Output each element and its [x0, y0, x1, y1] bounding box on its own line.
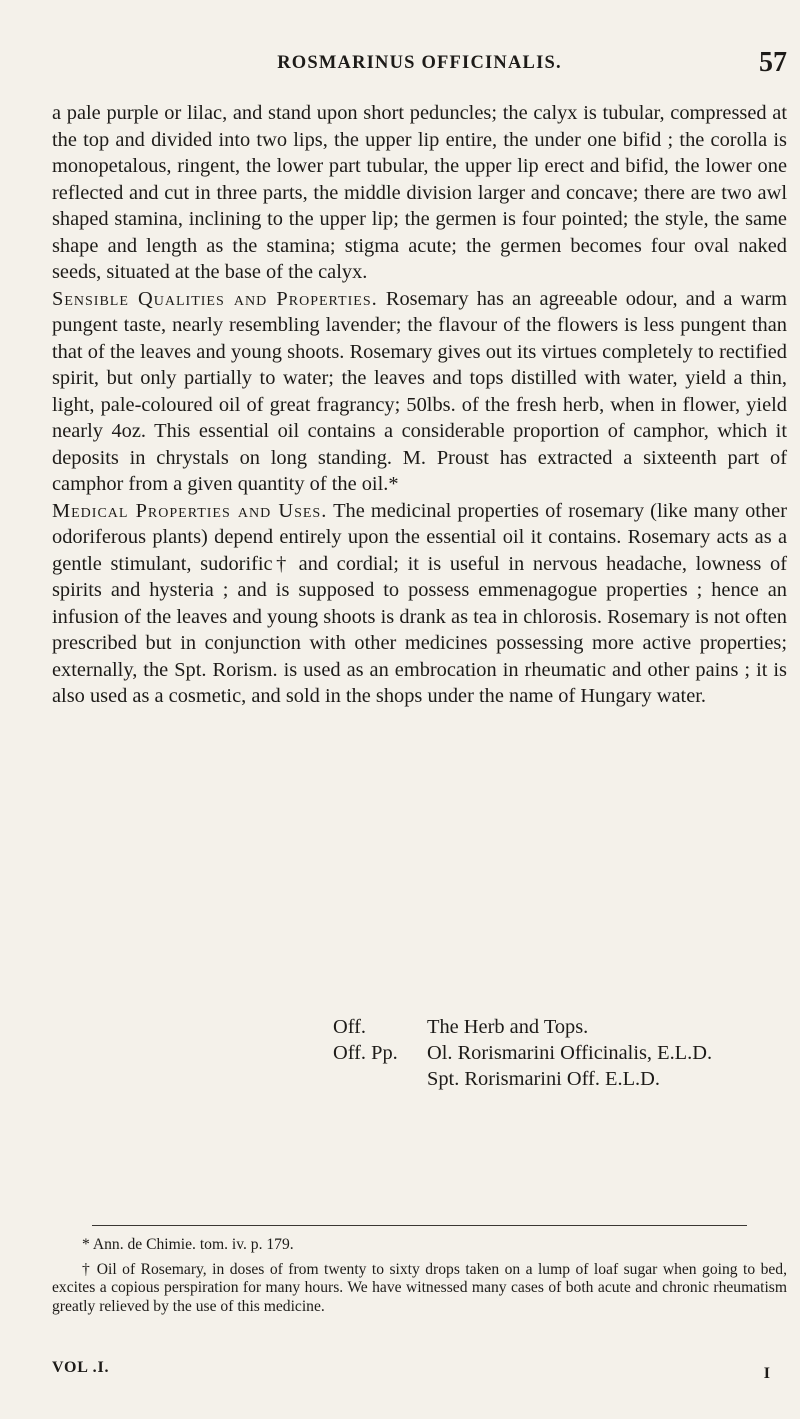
sheet-mark: I: [763, 1365, 770, 1382]
officinal-label: Off.: [333, 1016, 367, 1038]
page-footer: [52, 1359, 787, 1383]
footnote-1: * Ann. de Chimie. tom. iv. p. 179.: [82, 1236, 294, 1253]
section-heading-medical-properties: Medical Properties and Uses.: [52, 499, 328, 522]
officinal-row: [333, 1040, 753, 1066]
body-text: [52, 100, 787, 710]
officinal-value: Ol. Rorismarini Officinalis, E.L.D.: [427, 1042, 713, 1064]
officinal-label: Off. Pp.: [333, 1042, 398, 1064]
paragraph-description-text: a pale purple or lilac, and stand upon short peduncles; the calyx is tubular, compressed at the top and divided into two lips, the upper lip entire, the under one bifid ; the corolla is monopetalous, ringent, the lower part tubular, the upper lip erect and bifid, the lower one reflected and cut in three parts, the middle division larger and concave; there are two awl shaped stamina, inclining to the upper lip; the germen is four pointed; the style, the same shape and length as the stamina; stigma acute; the germen becomes four oval naked seeds, situated at the base of the calyx.: [52, 102, 787, 283]
officinal-value: The Herb and Tops.: [427, 1016, 589, 1038]
section-heading-sensible-qualities: Sensible Qualities and Properties.: [52, 287, 378, 310]
paragraph-medical-properties-text: The medicinal properties of rosemary (like many other odoriferous plants) depend entirely upon the essential oil it contains. Rosemary acts as a gentle stimulant, sudorific† and cordial; it is useful in nervous headache, lowness of spirits and hysteria ; and is supposed to possess emmenagogue properties ; hence an infusion of the leaves and young shoots is drank as tea in chlorosis. Rosemary is not often prescribed but in conjunction with other medicines possessing more active properties; externally, the Spt. Rorism. is used as an embrocation in rheumatic and other pains ; it is also used as a cosmetic, and sold in the shops under the name of Hungary water.: [52, 499, 788, 707]
officinal-row: [333, 1014, 753, 1040]
paragraph-description: [52, 100, 787, 286]
footnote-2: † Oil of Rosemary, in doses of from twenty to sixty drops taken on a lump of loaf sugar when going to bed, excites a copious perspiration for many hours. We have witnessed many cases of both acute and chronic rheumatism greatly relieved by the use of this medicine.: [52, 1260, 787, 1315]
footnote-divider: [92, 1225, 747, 1226]
officinal-preparations: [333, 1014, 753, 1092]
volume-signature: VOL .I.: [52, 1359, 110, 1376]
running-title: ROSMARINUS OFFICINALIS.: [277, 53, 562, 73]
page-number: 57: [759, 47, 787, 78]
paragraph-medical-properties: [52, 498, 787, 710]
paragraph-sensible-qualities: [52, 286, 787, 498]
officinal-value: Spt. Rorismarini Off. E.L.D.: [427, 1068, 660, 1090]
footnotes: [52, 1236, 787, 1316]
paragraph-sensible-qualities-text: Rosemary has an agreeable odour, and a warm pungent taste, nearly resembling lavender; the flavour of the flowers is less pungent than that of the leaves and young shoots. Rosemary gives out its virtues completely to rectified spirit, but only partially to water; the leaves and tops distilled with water, yield a thin, light, pale-coloured oil of great fragrancy; 50lbs. of the fresh herb, when in flower, yield nearly 4oz. This essential oil contains a considerable proportion of camphor, which it deposits in chrystals on long standing. M. Proust has extracted a sixteenth part of camphor from a given quantity of the oil.*: [52, 287, 787, 495]
running-head: [52, 47, 787, 87]
officinal-row: [333, 1066, 753, 1092]
